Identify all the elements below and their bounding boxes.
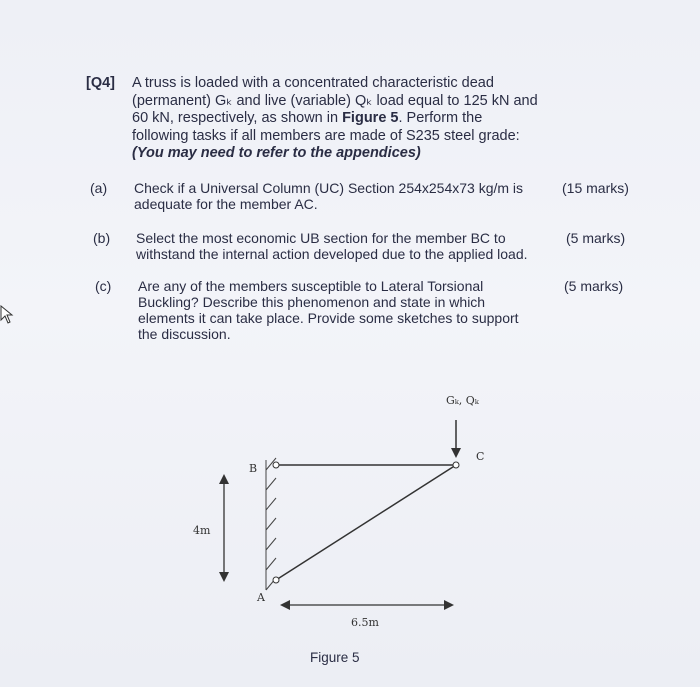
part-b-line-1: Select the most economic UB section for the member BC to (136, 230, 506, 246)
height-arrow-down-icon (219, 572, 229, 582)
height-label: 4m (193, 524, 211, 537)
span-arrow-right-icon (444, 600, 454, 610)
node-c-label: C (476, 450, 485, 463)
question-line-3b: . Perform the (398, 110, 483, 126)
question-line-4: following tasks if all members are made of S235 steel grade: (132, 127, 520, 144)
figure-reference: Figure 5 (342, 110, 399, 126)
height-arrow-up-icon (219, 474, 229, 484)
figure-caption: Figure 5 (310, 650, 360, 665)
question-line-2: (permanent) Gₖ and live (variable) Qₖ load equal to 125 kN and (132, 92, 538, 109)
span-arrow-left-icon (280, 600, 290, 610)
question-line-5: (You may need to refer to the appendices) (132, 145, 421, 161)
part-c-line-1: Are any of the members susceptible to Lateral Torsional (138, 278, 484, 294)
question-line-3a: 60 kN, respectively, as shown in (132, 110, 339, 126)
question-line-1: A truss is loaded with a concentrated characteristic dead (132, 75, 494, 91)
span-label: 6.5m (351, 616, 379, 629)
wall-support (266, 458, 276, 590)
part-b-line-2: withstand the internal action developed due to the applied load. (136, 246, 528, 262)
part-b-marks: (5 marks) (566, 230, 626, 246)
member-ac (276, 465, 456, 580)
part-a-marks: (15 marks) (562, 180, 629, 196)
part-a-line-2: adequate for the member AC. (134, 196, 318, 212)
node-a-label: A (257, 591, 265, 604)
part-c-line-4: the discussion. (138, 326, 231, 342)
part-c-line-3: elements it can take place. Provide some sketches to support (138, 310, 519, 326)
part-c-line-2: Buckling? Describe this phenomenon and state in which (138, 294, 486, 310)
part-c-label: (c) (95, 278, 112, 294)
pin-b (273, 462, 279, 468)
part-a-label: (a) (90, 180, 108, 196)
pin-a (273, 577, 279, 583)
load-arrow-head-icon (451, 448, 461, 458)
pin-c (453, 462, 459, 468)
part-b-label: (b) (93, 230, 111, 246)
part-c-marks: (5 marks) (564, 278, 624, 294)
part-a-line-1: Check if a Universal Column (UC) Section 254x254x73 kg/m is (134, 180, 524, 196)
node-b-label: B (249, 462, 258, 475)
load-label: Gₖ, Qₖ (446, 394, 479, 407)
question-label: [Q4] (86, 75, 115, 91)
